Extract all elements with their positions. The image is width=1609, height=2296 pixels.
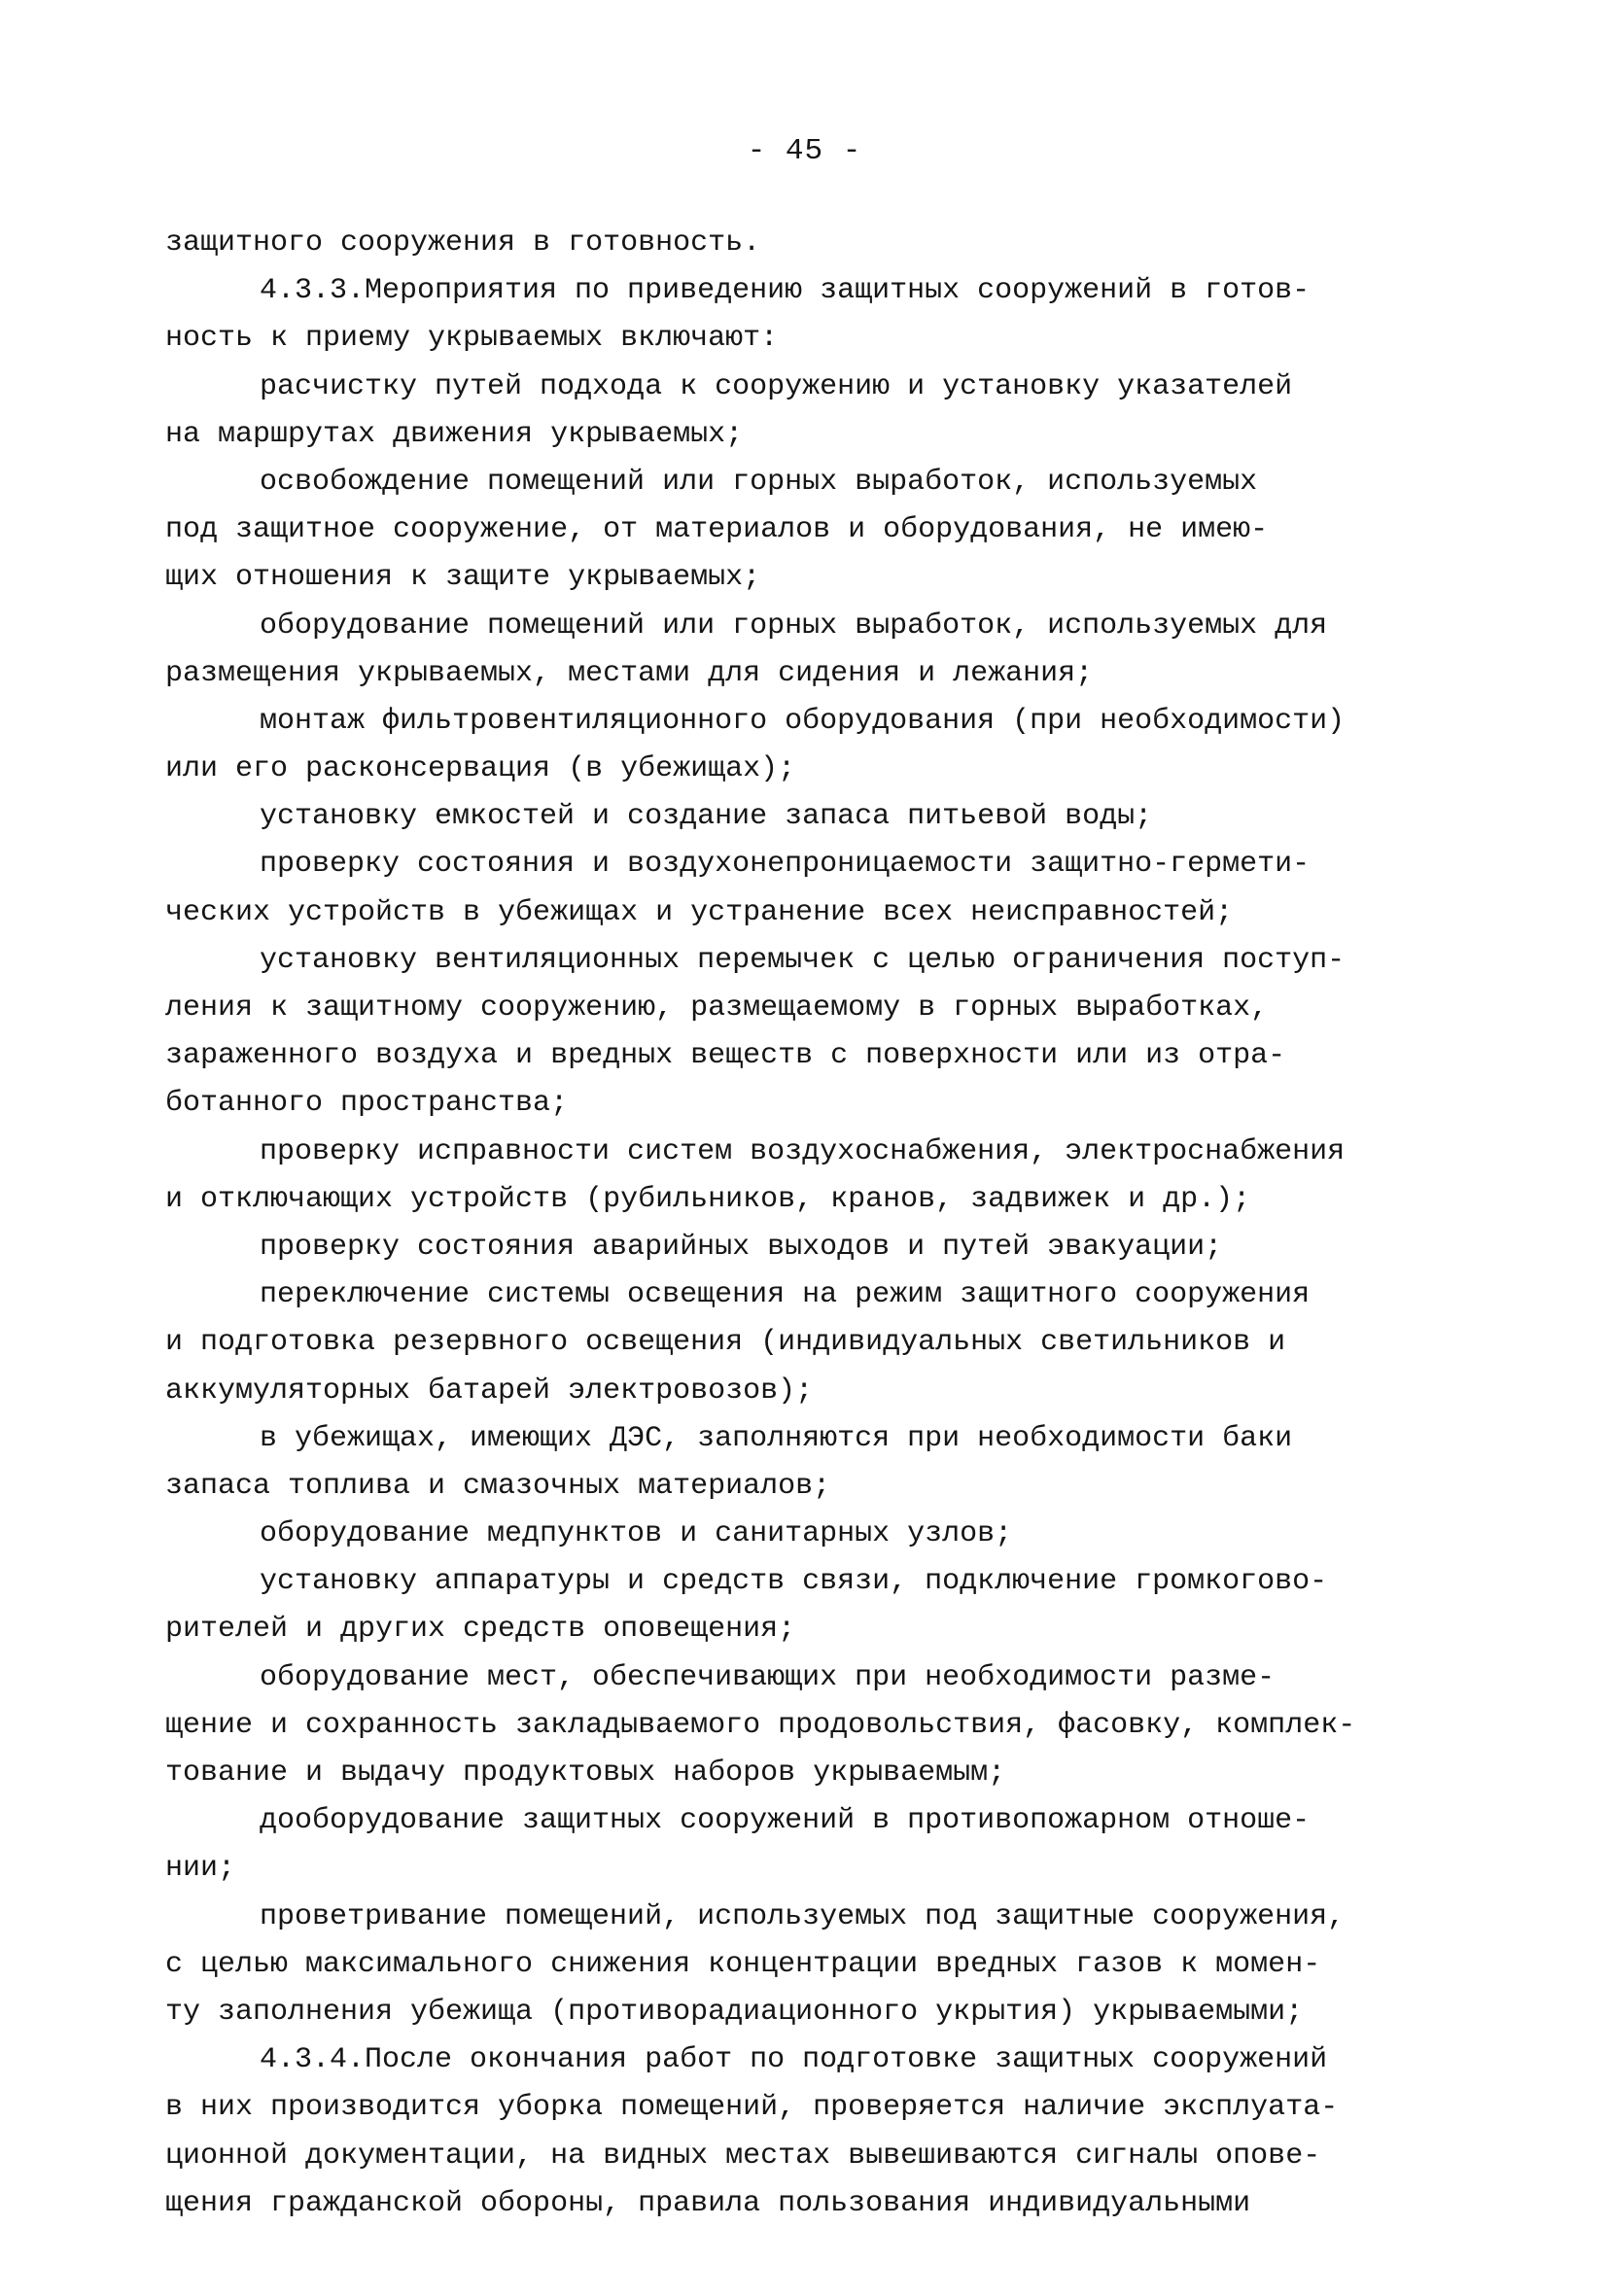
text-line: нии; [165, 1852, 236, 1886]
text-line: 4.3.3.Мероприятия по приведению защитных сооружений в готов- [260, 274, 1311, 308]
text-line: оборудование помещений или горных выработок, используемых для [260, 609, 1328, 643]
text-line: ционной документации, на видных местах вывешиваются сигналы опове- [165, 2139, 1321, 2173]
text-line: или его расконсервация (в убежищах); [165, 752, 796, 786]
text-line: оборудование медпунктов и санитарных узлов; [260, 1517, 1013, 1551]
text-line: ту заполнения убежища (противорадиационного укрытия) укрываемыми; [165, 1995, 1304, 2029]
text-line: тование и выдачу продуктовых наборов укрываемым; [165, 1757, 1006, 1790]
text-line: под защитное сооружение, от материалов и оборудования, не имею- [165, 513, 1269, 547]
text-line: ческих устройств в убежищах и устранение всех неисправностей; [165, 895, 1234, 929]
page-number: - 45 - [747, 134, 862, 168]
text-line: переключение системы освещения на режим защитного сооружения [260, 1278, 1311, 1312]
text-line: аккумуляторных батарей электровозов); [165, 1374, 814, 1408]
text-line: проверку исправности систем воздухоснабжения, электроснабжения [260, 1134, 1346, 1168]
body-text [165, 220, 1458, 2228]
text-line: и подготовка резервного освещения (индивидуальных светильников и [165, 1326, 1286, 1360]
text-line: расчистку путей подхода к сооружению и установку указателей [260, 369, 1293, 403]
text-line: освобождение помещений или горных выработок, используемых [260, 465, 1258, 499]
text-line: на маршрутах движения укрываемых; [165, 417, 744, 451]
text-line: ления к защитному сооружению, размещаемому в горных выработках, [165, 991, 1269, 1025]
text-line: установку аппаратуры и средств связи, подключение громкогово- [260, 1565, 1328, 1599]
text-line: оборудование мест, обеспечивающих при необходимости разме- [260, 1660, 1276, 1694]
text-line: дооборудование защитных сооружений в противопожарном отноше- [260, 1804, 1311, 1838]
text-line: проверку состояния аварийных выходов и путей эвакуации; [260, 1230, 1223, 1264]
text-line: установку вентиляционных перемычек с целью ограничения поступ- [260, 943, 1346, 977]
text-line: установку емкостей и создание запаса питьевой воды; [260, 800, 1153, 834]
text-line: в убежищах, имеющих ДЭС, заполняются при необходимости баки [260, 1421, 1293, 1455]
text-line: щение и сохранность закладываемого продовольствия, фасовку, комплек- [165, 1708, 1356, 1742]
text-line: рителей и других средств оповещения; [165, 1613, 796, 1647]
text-line: защитного сооружения в готовность. [165, 226, 761, 260]
text-line: и отключающих устройств (рубильников, кранов, задвижек и др.); [165, 1182, 1251, 1216]
text-line: 4.3.4.После окончания работ по подготовке защитных сооружений [260, 2043, 1328, 2077]
text-line: запаса топлива и смазочных материалов; [165, 1469, 831, 1503]
text-line: ность к приему укрываемых включают: [165, 322, 779, 356]
text-line: монтаж фильтровентиляционного оборудования (при необходимости) [260, 704, 1346, 738]
text-line: размещения укрываемых, местами для сидения и лежания; [165, 656, 1094, 690]
text-line: зараженного воздуха и вредных веществ с поверхности или из отра- [165, 1039, 1286, 1073]
text-line: проветривание помещений, используемых под защитные сооружения, [260, 1899, 1346, 1933]
text-line: с целью максимального снижения концентрации вредных газов к момен- [165, 1947, 1321, 1981]
text-line: в них производится уборка помещений, проверяется наличие эксплуата- [165, 2091, 1339, 2125]
text-line: щих отношения к защите укрываемых; [165, 561, 761, 595]
text-line: щения гражданской обороны, правила пользования индивидуальными [165, 2186, 1251, 2220]
text-line: проверку состояния и воздухонепроницаемости защитно-гермети- [260, 848, 1311, 882]
text-line: ботанного пространства; [165, 1087, 569, 1121]
